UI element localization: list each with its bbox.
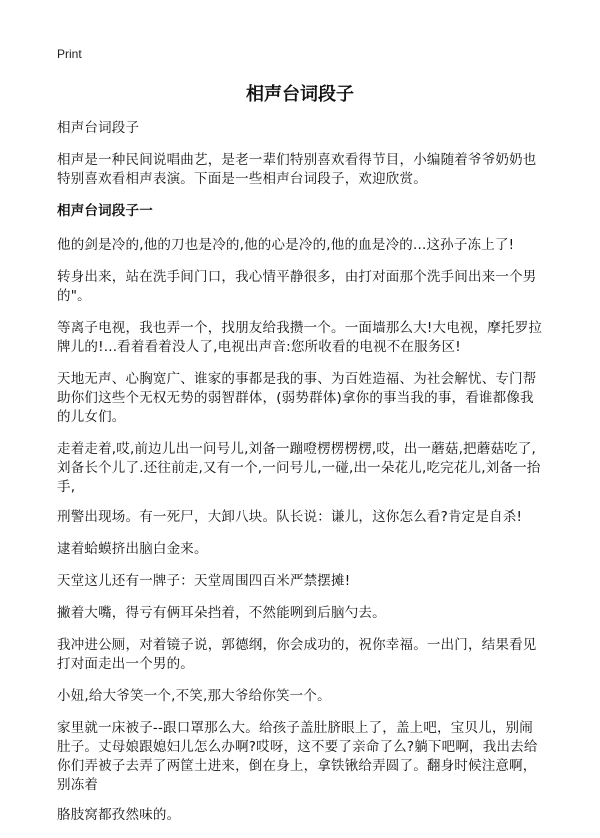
joke-paragraph: 天堂这儿还有一牌子：天堂周围四百米严禁摆摊! <box>57 573 351 589</box>
document-title: 相声台词段子 <box>246 84 354 105</box>
joke-paragraph: 转身出来，站在洗手间门口，我心情平静很多，由打对面那个洗手间出来一个男的"。 <box>57 269 537 304</box>
joke-paragraph: 小妞,给大爷笑一个,不笑,那大爷给你笑一个。 <box>57 688 331 704</box>
print-link[interactable]: Print <box>57 47 82 61</box>
joke-paragraph: 等离子电视，我也弄一个，找朋友给我攒一个。一面墙那么大!大电视，摩托罗拉牌儿的!...看着看着没人了,电视出声音:您所收看的电视不在服务区! <box>57 320 543 355</box>
joke-paragraph: 家里就一床被子--跟口罩那么大。给孩子盖肚脐眼上了，盖上吧，宝贝儿，别闹肚子。丈母娘跟媳妇儿怎么办啊?哎呀，这不要了亲命了么?躺下吧啊，我出去给你们弄被子去弄了两筐土进来，倒在身上，拿铁锹给弄圆了。翻身时候注意啊，别冻着 <box>57 720 538 793</box>
joke-paragraph: 我冲进公厕，对着镜子说，郭德纲，你会成功的，祝你幸福。一出门，结果看见打对面走出一个男的。 <box>57 637 537 672</box>
article-body <box>57 119 545 838</box>
joke-paragraph: 刑警出现场。有一死尸，大卸八块。队长说：谦儿，这你怎么看?肯定是自杀! <box>57 509 523 525</box>
joke-paragraph: 撇着大嘴，得亏有俩耳朵挡着，不然能咧到后脑勺去。 <box>57 605 386 621</box>
joke-paragraph: 逮着蛤蟆挤出脑白金来。 <box>57 541 208 557</box>
intro-paragraph: 相声是一种民间说唱曲艺，是老一辈们特别喜欢看得节目，小编随着爷爷奶奶也特别喜欢看相声表演。下面是一些相声台词段子，欢迎欣赏。 <box>57 152 537 187</box>
intro-heading: 相声台词段子 <box>57 120 140 136</box>
section-subtitle: 相声台词段子一 <box>57 203 153 219</box>
joke-paragraph: 走着走着,哎,前边儿出一问号儿,刘备一蹦噔楞楞楞楞,哎，出一蘑菇,把蘑菇吃了,刘备长个儿了.还往前走,又有一个,一问号儿,一碰,出一朵花儿,吃完花儿,刘备一抬手, <box>57 441 541 495</box>
joke-paragraph: 天地无声、心胸宽广、谁家的事都是我的事、为百姓造福、为社会解忧、专门帮助你们这些个无权无势的弱智群体，(弱势群体)拿你的事当我的事，看谁都像我的儿女们。 <box>57 371 537 425</box>
joke-paragraph: 胳肢窝都孜然味的。 <box>57 807 181 823</box>
joke-paragraph: 他的剑是冷的,他的刀也是冷的,他的心是冷的,他的血是冷的...这孙子冻上了! <box>57 237 515 253</box>
